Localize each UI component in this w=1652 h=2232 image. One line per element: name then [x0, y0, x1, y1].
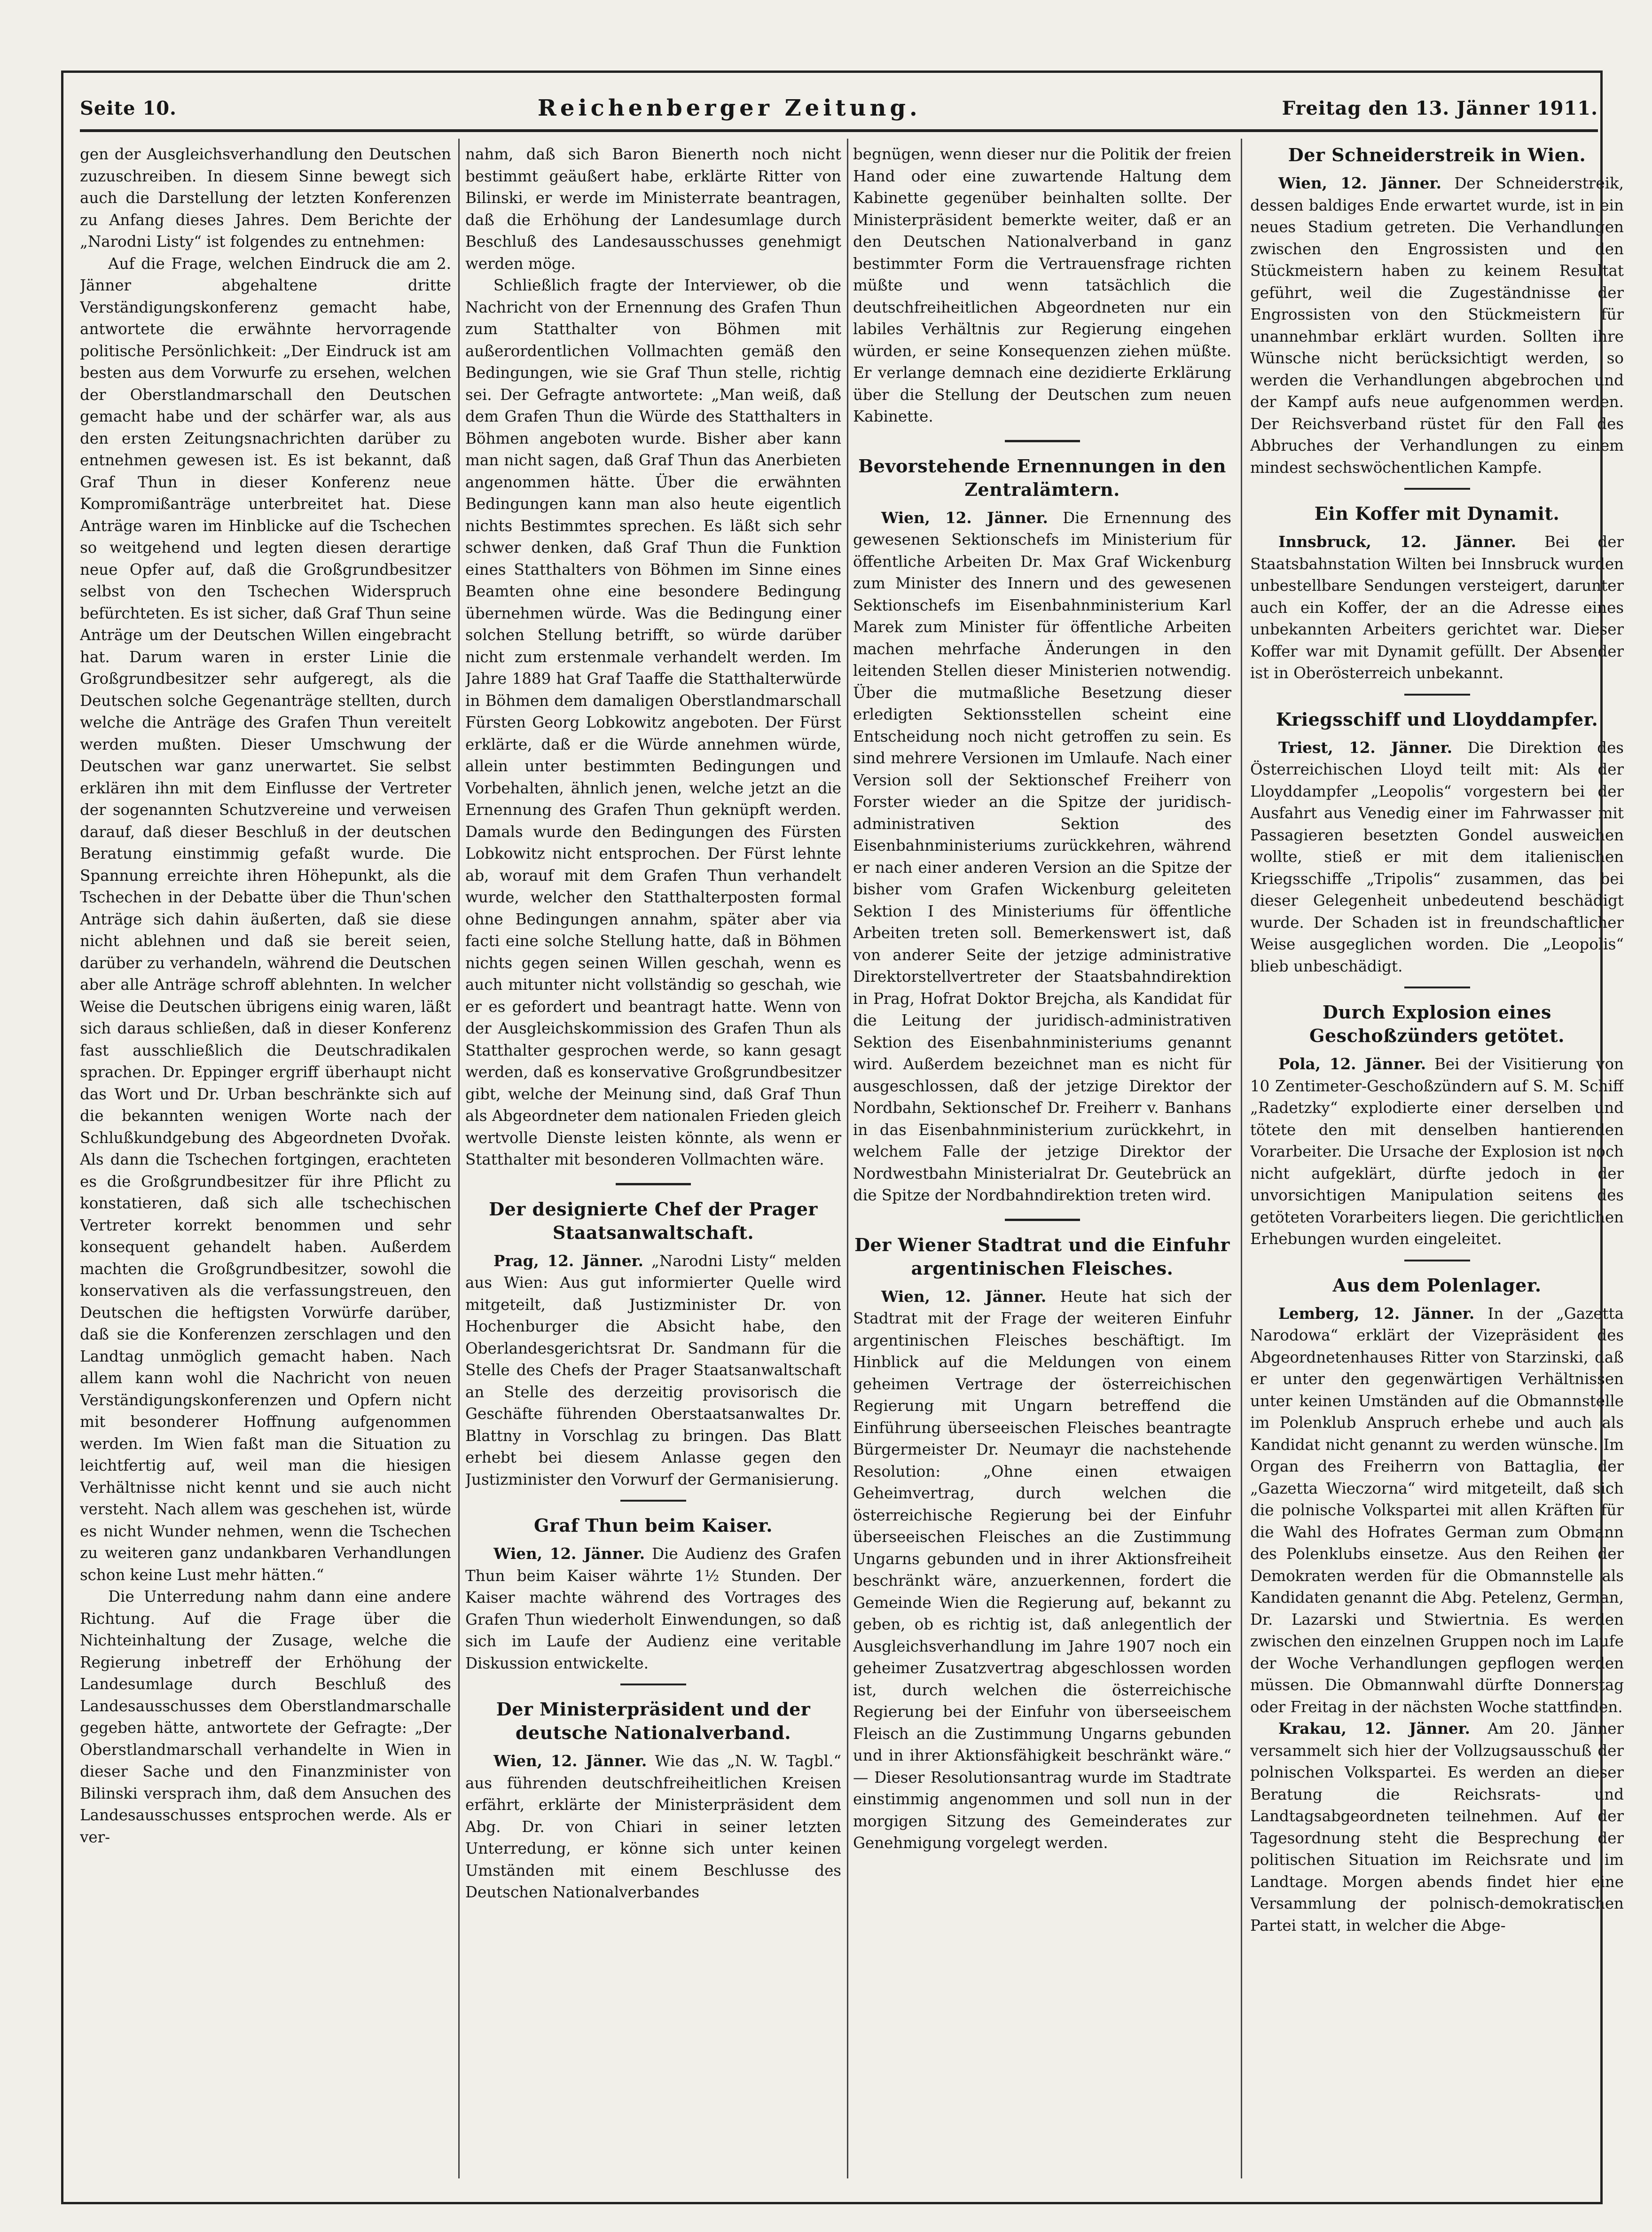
headline-koffer-dynamit: Ein Koffer mit Dynamit. [1314, 503, 1560, 524]
article-body: „Narodni Listy“ melden aus Wien: Aus gut informierter Quelle wird mitgeteilt, daß Justizminister Dr. von Hochenburger die Absicht habe, den Oberlandesgerichtsrat Dr. Sandmann für die Stelle des Chefs der Prager Staatsanwaltschaft an Stelle des derzeitig provisorisch die Geschäfte führenden Oberstaatsanwaltes Dr. Blattny in Vorschlag zu bringen. Das Blatt erhebt bei diesem Anlasse gegen den Justizminister den Vorwurf der Germanisierung. [465, 1252, 841, 1488]
article-body: In der „Gazetta Narodowa“ erklärt der Vizepräsident des Abgeordnetenhauses Ritter von Starzinski, daß er unter den gegenwärtigen Verhältnissen unter keinen Umständen auf die Obmannstelle im Polenklub Anspruch erhebe und auch als Kandidat nicht genannt zu werden wünsche. Im Organ des Freiherrn von Battaglia, der „Gazetta Wieczorna“ wird mitgeteilt, daß sich die polnische Volkspartei mit allen Kräften für die Wahl des Hofrates German zum Obmann des Polenklubs einsetze. Aus den Reihen der Demokraten werden für die Obmannstelle als Kandidaten genannt die Abg. Petelenz, German, Dr. Lazarski und Stwiertnia. Es werden zwischen den einzelnen Gruppen noch im Laufe der Woche Verhandlungen gepflogen werden müssen. Die Obmannwahl dürfte Donnerstag oder Freitag in der nächsten Woche stattfinden. [1250, 1304, 1624, 1716]
section-rule [1404, 1260, 1470, 1261]
article-body: Bei der Staatsbahnstation Wilten bei Innsbruck wurden unbestellbare Sendungen versteigert, darunter auch ein Koffer, der an die Adresse eines unbekannten Arbeiters gerichtet war. Dieser Koffer war mit Dynamit gefüllt. Der Absender ist in Oberösterreich unbekannt. [1250, 533, 1624, 682]
column-3 [853, 143, 1231, 2169]
headline-polenlager: Aus dem Polenlager. [1332, 1274, 1542, 1296]
headline-thun-kaiser: Graf Thun beim Kaiser. [533, 1515, 773, 1536]
dateline: Wien, 12. Jänner. [881, 1287, 1047, 1306]
section-rule [1005, 440, 1080, 442]
dateline: Wien, 12. Jänner. [493, 1752, 647, 1770]
section-rule [1404, 488, 1470, 490]
article-stadtrat-fleisch [853, 1286, 1231, 1854]
headline-prosecutor: Der designierte Chef der Prager Staatsanwaltschaft. [489, 1198, 818, 1243]
dateline: Prag, 12. Jänner. [493, 1251, 643, 1270]
article-body: Die Ernennung des gewesenen Sektionschefs im Ministerium für öffentliche Arbeiten Dr. Max Graf Wickenburg zum Minister des Innern und des gewesenen Sektionschefs im Eisenbahnministerium Karl Marek zum Minister für öffentliche Arbeiten machen mehrfache Änderungen in den leitenden Stellen dieser Ministerien notwendig. Über die mutmaßliche Besetzung dieser erledigten Sektionsstellen scheint eine Entscheidung noch nicht getroffen zu sein. Es sind mehrere Versionen im Umlaufe. Nach einer Version soll der Sektionschef Freiherr von Forster wieder an die Spitze der juridisch-administrativen Sektion des Eisenbahnministeriums zurückkehren, während er nach einer anderen Version an die Spitze der bisher vom Grafen Wickenburg geleiteten Sektion I des Ministeriums für öffentliche Arbeiten treten soll. Bemerkenswert ist, daß von anderer Seite der jetzige administrative Direktorstellvertreter der Staatsbahndirektion in Prag, Hofrat Doktor Brejcha, als Kandidat für die Leitung der juridisch-administrativen Sektion des Eisenbahnministeriums genannt wird. Außerdem bezeichnet man es nicht für ausgeschlossen, daß der jetzige Direktor der Nordbahn, Sektionschef Dr. Freiherr v. Banhans in das Eisenbahnministerium zurückkehrt, in welchem Falle der jetzige Direktor der Nordwestbahn Ministerialrat Dr. Geutebrück an die Spitze der Nordbahndirektion treten wird. [853, 509, 1231, 1204]
dateline: Krakau, 12. Jänner. [1278, 1719, 1470, 1738]
dateline: Wien, 12. Jänner. [1278, 174, 1441, 192]
article-body: Bei der Visitierung von 10 Zentimeter-Geschoßzündern auf S. M. Schiff „Radetzky“ explodierte einer derselben und tötete den mit denselben hantierenden Vorarbeiter. Die Ursache der Explosion ist noch nicht aufgeklärt, dürfte jedoch in der unvorsichtigen Manipulation seitens des getöteten Vorarbeiters liegen. Die gerichtlichen Erhebungen wurden eingeleitet. [1250, 1055, 1624, 1248]
article-explosion [1250, 1053, 1624, 1250]
column-4 [1250, 143, 1624, 2169]
page-number: Seite 10. [80, 97, 177, 119]
section-rule [1005, 1219, 1080, 1221]
dateline: Triest, 12. Jänner. [1278, 738, 1453, 757]
headline-ministerpraesident: Der Ministerpräsident und der deutsche Nationalverband. [496, 1699, 811, 1743]
dateline: Wien, 12. Jänner. [881, 508, 1048, 527]
section-rule [620, 1684, 686, 1685]
section-rule [1404, 987, 1470, 988]
paragraph: begnügen, wenn dieser nur die Politik der freien Hand oder eine zuwartende Haltung dem Kabinette gegenüber beinhalten sollte. Der Ministerpräsident bemerkte weiter, daß er an den Deutschen Nationalverband in ganz bestimmter Form die Vertrauensfrage richten müßte und wenn tatsächlich die deutschfreiheitlichen Abgeordneten nur ein labiles Verhältnis zur Regierung eingehen würden, er seine Konsequenzen ziehen müßte. Er verlange demnach eine dezidierte Erklärung über die Stellung der Deutschen zum neuen Kabinette. [853, 145, 1231, 425]
article-body: Am 20. Jänner versammelt sich hier der Vollzugsausschuß der polnischen Volkspartei. Es werden an dieser Beratung die Reichsrats- und Landtagsabgeordneten teilnehmen. Auf der Tagesordnung steht die Besprechung der politischen Situation im Reichsrate und im Landtage. Morgen abends findet hier eine Versammlung der polnisch-demokratischen Partei statt, in welcher die Abge- [1250, 1720, 1624, 1934]
article-ernennungen [853, 507, 1231, 1206]
column-2 [465, 143, 841, 2169]
article-ministerpraesident [465, 1750, 841, 1903]
article-prosecutor [465, 1250, 841, 1491]
dateline: Innsbruck, 12. Jänner. [1278, 533, 1517, 551]
section-rule [616, 1183, 691, 1185]
masthead [80, 87, 1598, 132]
dateline: Wien, 12. Jänner. [493, 1544, 645, 1563]
section-rule [620, 1500, 686, 1502]
column-divider [847, 139, 848, 2178]
article-kriegsschiff [1250, 737, 1624, 978]
article-schneiderstreik [1250, 172, 1624, 478]
headline-kriegsschiff: Kriegsschiff und Lloyddampfer. [1276, 708, 1598, 730]
issue-date: Freitag den 13. Jänner 1911. [1282, 97, 1598, 119]
article-body: Heute hat sich der Stadtrat mit der Frage der weiteren Einfuhr argentinischen Fleisches beschäftigt. Im Hinblick auf die Meldungen von einem geheimen Vertrage der österreichischen Regierung mit Ungarn betreffend die Einführung überseeischen Fleisches beantragte Bürgermeister Dr. Neumayr die nachstehende Resolution: „Ohne einen etwaigen Geheimvertrag, durch welchen die österreichische Regierung bei der Einfuhr überseeischen Fleisches an die Zustimmung Ungarns gebunden und in ihrer Aktionsfreiheit beschränkt wäre, anzuerkennen, fordert die Gemeinde Wien die Regierung auf, bekannt zu geben, ob es richtig ist, daß anlegentlich der Ausgleichsverhandlung im Jahre 1907 noch ein geheimer Zusatzvertrag abgeschlossen worden ist, durch welchen die österreichische Regierung bei der Einfuhr von überseeischem Fleisch an die Zustimmung Ungarns gebunden und in ihrer Aktionsfähigkeit beschränkt wäre.“ — Dieser Resolutionsantrag wurde im Stadtrate einstimmig angenommen und soll nun in der morgigen Sitzung des Gemeinderates zur Genehmigung vorgelegt werden. [853, 1287, 1231, 1852]
headline-schneiderstreik: Der Schneiderstreik in Wien. [1288, 144, 1586, 165]
headline-ernennungen: Bevorstehende Ernennungen in den Zentralämtern. [858, 455, 1226, 500]
headline-stadtrat-fleisch: Der Wiener Stadtrat und die Einfuhr argentinischen Fleisches. [854, 1234, 1230, 1279]
section-rule [1404, 694, 1470, 696]
paragraph: Schließlich fragte der Interviewer, ob die Nachricht von der Ernennung des Grafen Thun zum Statthalter von Böhmen mit außerordentlichen Vollmachten gemäß den Bedingungen, wie sie Graf Thun stelle, richtig sei. Der Gefragte antwortete: „Man weiß, daß dem Grafen Thun die Würde des Statthalters in Böhmen angeboten wurde. Bisher aber kann man nicht sagen, daß Graf Thun das Anerbieten angenommen hätte. Über die erwähnten Bedingungen kann man also heute eigentlich nichts Bestimmtes sprechen. Es läßt sich sehr schwer denken, daß Graf Thun die Funktion eines Statthalters von Böhmen im Sinne eines Beamten ohne eine besondere Bedingung übernehmen würde. Was die Bedingung einer solchen Stellung betrifft, so würde darüber nicht zum erstenmale verhandelt werden. Im Jahre 1889 hat Graf Taaffe die Statthalterwürde in Böhmen dem damaligen Oberstlandmarschall Fürsten Georg Lobkowitz angeboten. Der Fürst erklärte, daß er die Würde annehmen würde, allein unter bestimmten Bedingungen und Vorbehalten, ähnlich jenen, welche jetzt an die Ernennung des Grafen Thun geknüpft werden. Damals wurde den Bedingungen des Fürsten Lobkowitz nicht entsprochen. Der Fürst lehnte ab, worauf mit dem Grafen Thun verhandelt wurde, welcher den Statthalterposten formal ohne Bedingungen annahm, später aber via facti eine solche Stellung hatte, daß in Böhmen nichts gegen seinen Willen geschah, wenn es auch mitunter nicht vollständig so geschah, wie er es gefordert und beantragt hatte. Wenn von der Ausgleichskommission des Grafen Thun als Statthalter gesprochen werde, so kann gesagt werden, daß es konservative Großgrundbesitzer gibt, welche der Meinung sind, daß Graf Thun als Abgeordneter dem nationalen Frieden gleich wertvolle Dienste leisten könnte, als wenn er Statthalter mit besonderen Vollmachten wäre. [465, 276, 841, 1168]
article-thun-kaiser [465, 1543, 841, 1674]
article-body: Wie das „N. W. Tagbl.“ aus führenden deutschfreiheitlichen Kreisen erfährt, erklärte der Ministerpräsident dem Abg. Dr. von Chiari in seiner letzten Unterredung, er könne sich unter keinen Umständen mit einem Beschlusse des Deutschen Nationalverbandes [465, 1752, 841, 1901]
article-body: Die Audienz des Grafen Thun beim Kaiser währte 1½ Stunden. Der Kaiser machte während des Vortrages des Grafen Thun wiederholt Einwendungen, so daß sich im Laufe der Audienz eine veritable Diskussion entwickelte. [465, 1545, 841, 1672]
newspaper-title: Reichenberger Zeitung. [537, 95, 921, 121]
dateline: Pola, 12. Jänner. [1278, 1055, 1426, 1073]
article-koffer-dynamit [1250, 531, 1624, 684]
article-polenlager-krakau [1250, 1718, 1624, 1936]
dateline: Lemberg, 12. Jänner. [1278, 1304, 1475, 1323]
headline-explosion: Durch Explosion eines Geschoßzünders getötet. [1309, 1002, 1565, 1046]
paragraph: Die Unterredung nahm dann eine andere Richtung. Auf die Frage über die Nichteinhaltung der Zusage, welche die Regierung inbetreff der Erhöhung der Landesumlage durch Beschluß des Landesausschusses dem Oberstlandmarschalle gegeben hätte, antwortete der Gefragte: „Der Oberstlandmarschall verhandelte in Wien in dieser Sache und den Finanzminister von Bilinski versprach ihm, daß dem Ansuchen des Landesausschusses entsprochen werde. Als er ver- [80, 1588, 451, 1846]
article-body: Der Schneiderstreik, dessen baldiges Ende erwartet wurde, ist in ein neues Stadium getreten. Die Verhandlungen zwischen den Engrossisten und den Stückmeistern haben zu keinem Resultat geführt, weil die Zugeständnisse der Engrossisten von den Stückmeistern für unannehmbar erklärt wurden. Sollten ihre Wünsche nicht berücksichtigt werden, so werden die Verhandlungen abgebrochen und der Kampf aufs neue aufgenommen werden. Der Reichsverband rüstet für den Fall des Abbruches der Verhandlungen zu einem mindest sechswöchentlichen Kampfe. [1250, 174, 1624, 477]
column-divider [458, 139, 460, 2178]
paragraph: nahm, daß sich Baron Bienerth noch nicht bestimmt geäußert habe, erklärte Ritter von Bilinski, er werde im Ministerrate beantragen, daß die Erhöhung der Landesumlage durch Beschluß des Landesausschusses genehmigt werden möge. [465, 145, 841, 273]
column-divider [1241, 139, 1242, 2178]
paragraph: Auf die Frage, welchen Eindruck die am 2. Jänner abgehaltene dritte Verständigungskonferenz gemacht habe, antwortete die erwähnte hervorragende politische Persönlichkeit: „Der Eindruck ist am besten aus dem Vorwurfe zu ersehen, welchen der Oberstlandmarschall den Deutschen gemacht habe und der schärfer war, als aus den ersten Zeitungsnachrichten darüber zu entnehmen gewesen ist. Es ist bekannt, daß Graf Thun in dieser Konferenz neue Kompromißanträge unterbreitet hat. Diese Anträge waren im Hinblicke auf die Tschechen so weitgehend und legten diesen derartige neue Opfer auf, daß die Großgrundbesitzer selbst von den Tschechen Widerspruch befürchteten. Es ist sicher, daß Graf Thun seine Anträge um der Deutschen Willen eingebracht hat. Darum waren in erster Linie die Großgrundbesitzer sehr aufgeregt, als die Deutschen solche Gegenanträge stellten, durch welche die Anträge des Grafen Thun vereitelt werden mußten. Dieser Umschwung der Deutschen war ganz unerwartet. Sie selbst erklären ihn mit dem Einflusse der Vertreter der sogenannten Schutzvereine und verweisen darauf, daß dieser Beschluß in der deutschen Beratung einstimmig gefaßt wurde. Die Spannung erreichte ihren Höhepunkt, als die Tschechen in der Debatte über die Thun'schen Anträge sich dahin äußerten, daß sie diese nicht ablehnen und daß sie bereit seien, darüber zu verhandeln, während die Deutschen aber alle Anträge schroff ablehnten. In welcher Weise die Deutschen übrigens einig waren, läßt sich daraus schließen, daß in dieser Konferenz fast ausschließlich die Deutschradikalen sprachen. Dr. Eppinger ergriff überhaupt nicht das Wort und Dr. Urban beschränkte sich auf die bekannten wenigen Worte nach der Schlußkundgebung des Abgeordneten Dvořak. Als dann die Tschechen fortgingen, erachteten es die Großgrundbesitzer für ihre Pflicht zu konstatieren, daß sich alle tschechischen Vertreter korrekt benommen und sehr konsequent gehandelt haben. Außerdem machten die Großgrundbesitzer, sowohl die konservativen als die verfassungstreuen, den Deutschen die heftigsten Vorwürfe darüber, daß sie die Konferenzen zerschlagen und den Landtag unmöglich gemacht haben. Nach allem kann wohl die Nachricht von neuen Verständigungskonferenzen und Opfern nicht mit besonderer Hoffnung aufgenommen werden. Im Wien faßt man die Situation zu leichtfertig auf, weil man die hiesigen Verhältnisse nicht kennt und sie auch nicht versteht. Nach allem was geschehen ist, würde es nicht Wunder nehmen, wenn die Tschechen zu weiteren ganz undankbaren Verhandlungen schon keine Lust mehr hätten.“ [80, 254, 451, 1584]
article-polenlager-lemberg [1250, 1303, 1624, 1718]
paragraph: gen der Ausgleichsverhandlung den Deutschen zuzuschreiben. In diesem Sinne bewegt sich auch die Darstellung der letzten Konferenzen zu Anfang dieses Jahres. Dem Berichte der „Narodni Listy“ ist folgendes zu entnehmen: [80, 145, 451, 251]
article-body: Die Direktion des Österreichischen Lloyd teilt mit: Als der Lloyddampfer „Leopolis“ vorgestern bei der Ausfahrt aus Venedig einer im Fahrwasser mit Passagieren besetzten Gondel ausweichen wollte, stieß er mit dem italienischen Kriegsschiffe „Tripolis“ zusammen, das bei dieser Gelegenheit unbedeutend beschädigt wurde. Der Schaden ist in freundschaftlicher Weise ausgeglichen worden. Die „Leopolis“ blieb unbeschädigt. [1250, 738, 1624, 975]
column-1 [80, 143, 451, 2169]
